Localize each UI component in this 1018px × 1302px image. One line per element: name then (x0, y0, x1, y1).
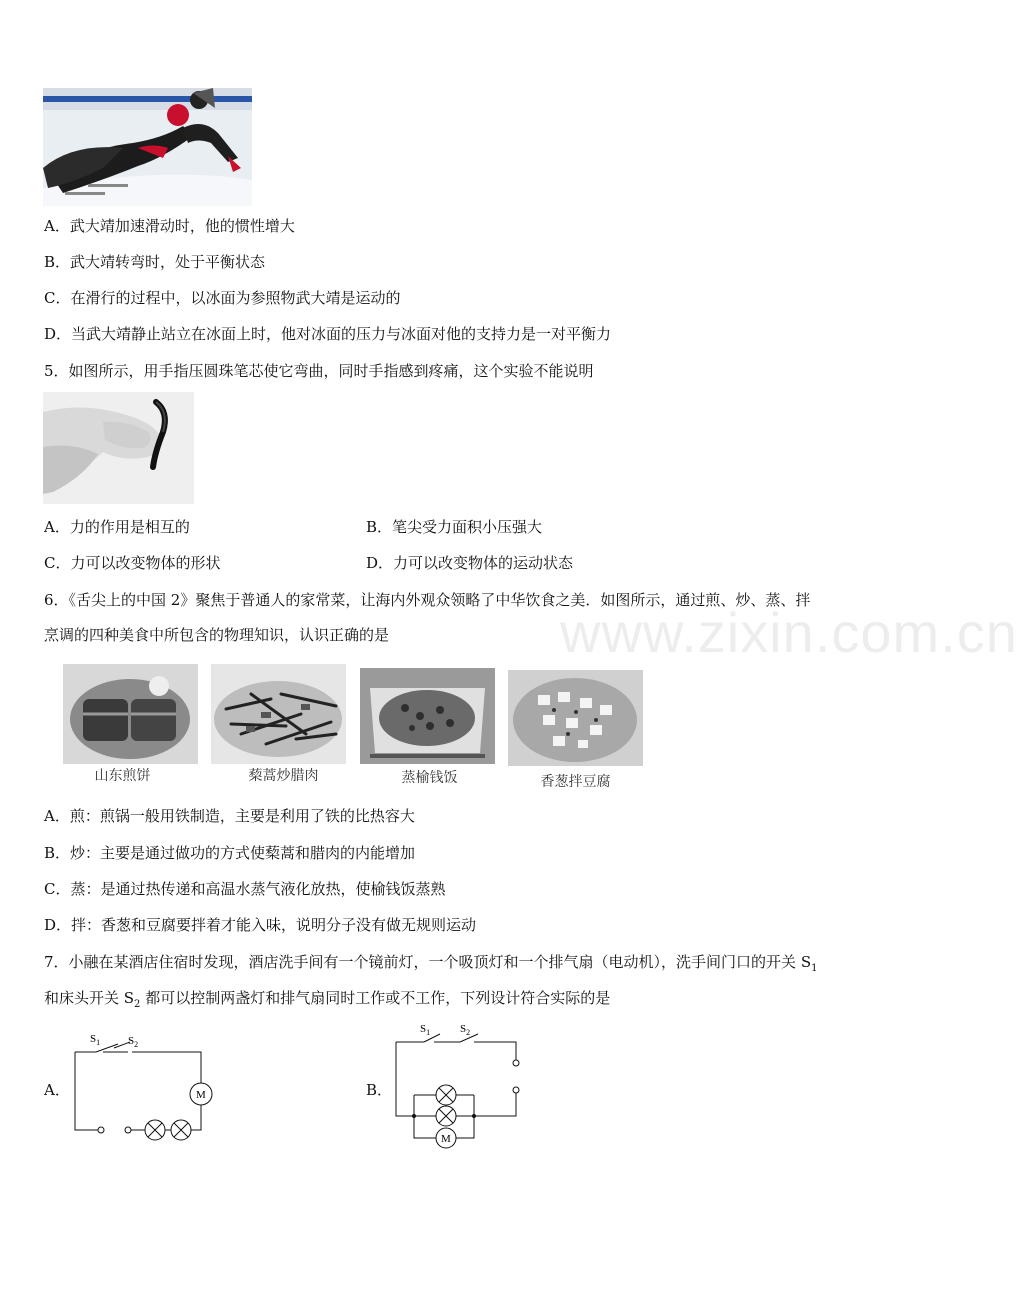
skating-photo (43, 88, 252, 206)
circuit-a-motor-label: M (196, 1089, 206, 1101)
q6-option-b: B．炒：主要是通过做功的方式使蔾蒿和腊肉的内能增加 (44, 844, 416, 862)
q7-stem-text2b: 都可以控制两盏灯和排气扇同时工作或不工作，下列设计符合实际的是 (140, 989, 611, 1007)
q7-option-a-label: A． (44, 1081, 70, 1099)
q7-stem-text2a: 和床头开关 S (44, 989, 135, 1007)
circuit-a-s2-label: $S_2$ (128, 1035, 139, 1049)
q7-stem-line1 (44, 952, 817, 979)
food-photo-jianbing (63, 664, 198, 764)
circuit-b-s1-label: $S_1$ (420, 1023, 431, 1037)
food-photo-steamed-rice (360, 668, 495, 764)
q7-stem-sub1: 1 (811, 963, 818, 974)
circuit-diagram-b (390, 1020, 530, 1160)
q5-option-d: D．力可以改变物体的运动状态 (366, 554, 574, 572)
circuit-b-s2-label: $S_2$ (460, 1023, 471, 1037)
circuit-diagram-a (70, 1030, 220, 1140)
circuit-b-motor-label: M (441, 1133, 451, 1145)
q4-option-c: C．在滑行的过程中，以冰面为参照物武大靖是运动的 (44, 289, 401, 307)
q5-option-a: A．力的作用是相互的 (44, 518, 190, 536)
q4-option-a: A．武大靖加速滑动时，他的惯性增大 (44, 217, 295, 235)
food-caption-4: 香葱拌豆腐 (540, 774, 611, 790)
q7-option-b-label: B． (366, 1081, 393, 1099)
food-photo-tofu (508, 670, 643, 766)
q7-stem-sub2: 2 (134, 999, 141, 1010)
q6-option-c: C．蒸：是通过热传递和高温水蒸气液化放热，使榆钱饭蒸熟 (44, 880, 446, 898)
q4-option-b: B．武大靖转弯时，处于平衡状态 (44, 253, 266, 271)
q6-stem-line2: 烹调的四种美食中所包含的物理知识，认识正确的是 (44, 626, 390, 644)
food-caption-3: 蒸榆钱饭 (401, 770, 458, 786)
q6-option-d: D．拌：香葱和豆腐要拌着才能入味，说明分子没有做无规则运动 (44, 916, 477, 934)
finger-pen-photo (43, 392, 194, 504)
circuit-a-s1-label: $S_1$ (90, 1033, 101, 1047)
q6-option-a: A．煎：煎锅一般用铁制造，主要是利用了铁的比热容大 (44, 807, 415, 825)
q5-option-b: B．笔尖受力面积小压强大 (366, 518, 543, 536)
q7-stem-text1: 7．小融在某酒店住宿时发现，酒店洗手间有一个镜前灯，一个吸顶灯和一个排气扇（电动机），洗手间门口的开关 S (44, 953, 812, 971)
q5-option-c: C．力可以改变物体的形状 (44, 554, 221, 572)
watermark: www.zixin.com.cn (560, 601, 1018, 664)
q7-stem-line2 (44, 988, 610, 1015)
food-caption-2: 蔾蒿炒腊肉 (248, 768, 319, 784)
food-caption-1: 山东煎饼 (94, 768, 151, 784)
food-photo-stirfry (211, 664, 346, 764)
q4-option-d: D．当武大靖静止站立在冰面上时，他对冰面的压力与冰面对他的支持力是一对平衡力 (44, 325, 612, 343)
q5-stem: 5．如图所示，用手指压圆珠笔芯使它弯曲，同时手指感到疼痛，这个实验不能说明 (44, 362, 594, 380)
q6-stem-line1: 6．《舌尖上的中国 2》聚焦于普通人的家常菜，让海内外观众领略了中华饮食之美．如图所示，通过煎、炒、蒸、拌 (44, 591, 811, 609)
